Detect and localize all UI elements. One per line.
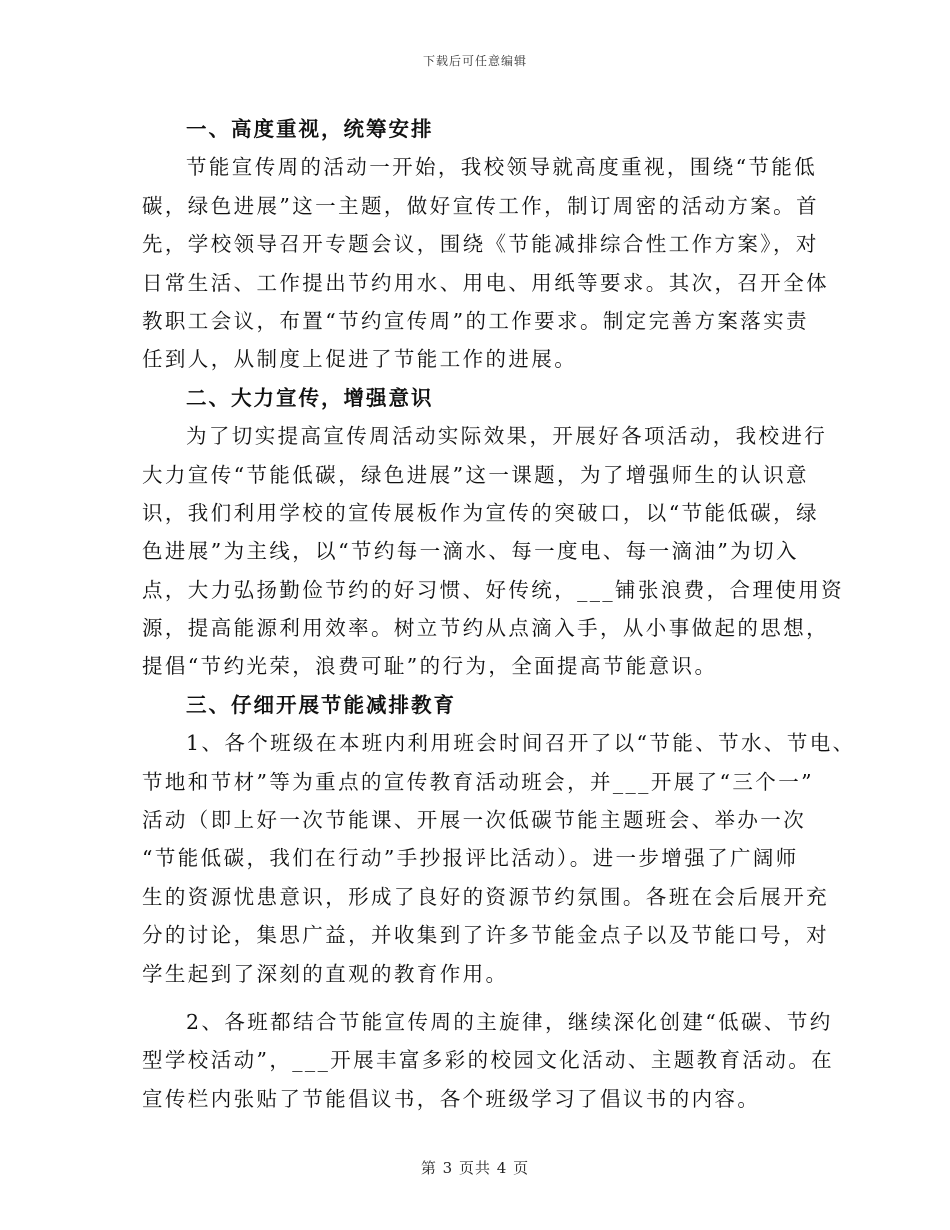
paragraph-line: 分的讨论，集思广益，并收集到了许多节能金点子以及节能口号，对 [142,923,829,948]
paragraph-line: 学生起到了深刻的直观的教育作用。 [142,961,509,986]
paragraph-line: 节地和节材”等为重点的宣传教育活动班会，并___开展了“三个一” [142,769,814,794]
paragraph-line: 任到人，从制度上促进了节能工作的进展。 [142,347,578,372]
paragraph-line: 生的资源忧患意识，形成了良好的资源节约氛围。各班在会后展开充 [142,884,829,909]
section-heading-1: 一、高度重视，统筹安排 [186,117,434,141]
paragraph-line: 宣传栏内张贴了节能倡议书，各个班级学习了倡议书的内容。 [142,1086,761,1111]
document-body [142,110,856,1118]
paragraph-line: 日常生活、工作提出节约用水、用电、用纸等要求。其次，召开全体 [142,270,829,295]
paragraph-line: 大力宣传“节能低碳，绿色进展”这一课题，为了增强师生的认识意 [142,462,809,487]
paragraph-line: 源，提高能源利用效率。树立节约从点滴入手，从小事做起的思想， [142,616,829,641]
section-heading-2: 二、大力宣传，增强意识 [186,385,434,410]
paragraph-line: 节能宣传周的活动一开始，我校领导就高度重视，围绕“节能低 [186,155,818,180]
paragraph-line: 1、各个班级在本班内利用班会时间召开了以“节能、节水、节电、 [186,731,856,756]
paragraph-line: 活动（即上好一次节能课、开展一次低碳节能主题班会、举办一次 [142,808,807,833]
paragraph-line: 为了切实提高宣传周活动实际效果，开展好各项活动，我校进行 [186,424,828,449]
paragraph-line: 型学校活动”，___开展丰富多彩的校园文化活动、主题教育活动。在 [142,1048,835,1073]
paragraph-line: 教职工会议，布置“节约宣传周”的工作要求。制定完善方案落实责 [142,308,809,333]
paragraph-gap [142,993,810,1003]
paragraph-line: 识，我们利用学校的宣传展板作为宣传的突破口，以“节能低碳，绿 [142,500,819,525]
page-footer: 第 3 页共 4 页 [420,1159,530,1177]
paragraph-line: 色进展”为主线，以“节约每一滴水、每一度电、每一滴油”为切入 [142,539,799,564]
paragraph-line: “节能低碳，我们在行动”手抄报评比活动）。进一步增强了广阔师 [142,846,799,871]
paragraph-line: 2、各班都结合节能宣传周的主旋律，继续深化创建“低碳、节约 [186,1009,833,1034]
paragraph-line: 点，大力弘扬勤俭节约的好习惯、好传统，___铺张浪费，合理使用资 [142,577,845,602]
paragraph-line: 提倡“节约光荣，浪费可耻”的行为，全面提高节能意识。 [142,654,718,679]
paragraph-line: 先，学校领导召开专题会议，围绕《节能减排综合性工作方案》，对 [142,232,819,257]
page-header: 下载后可任意编辑 [422,54,527,68]
section-heading-3: 三、仔细开展节能减排教育 [186,692,456,717]
paragraph-line: 碳，绿色进展”这一主题，做好宣传工作，制订周密的活动方案。首 [142,193,819,218]
